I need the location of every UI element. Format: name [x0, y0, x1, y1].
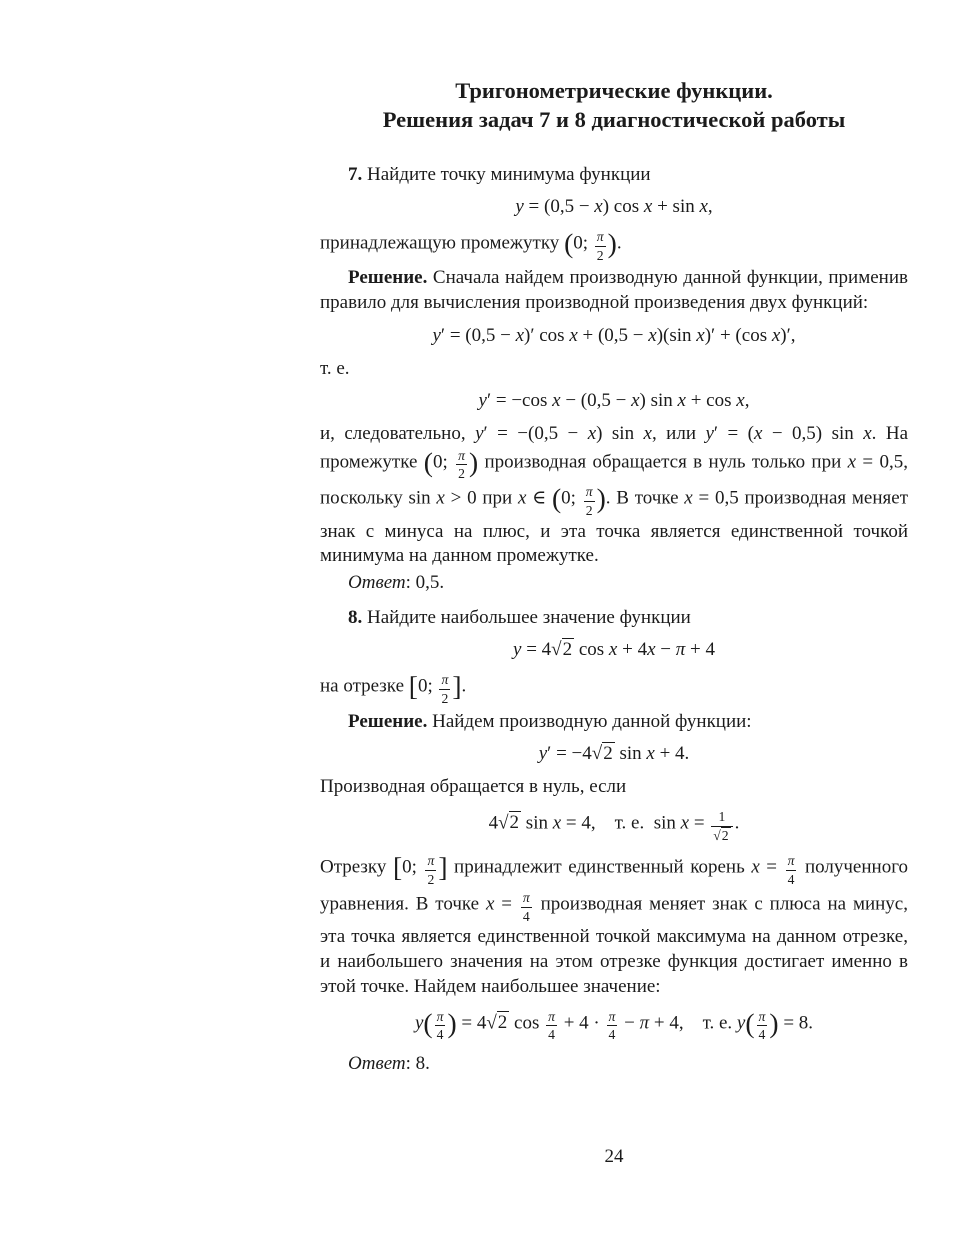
text-run: 4	[548, 1027, 555, 1043]
radical-sign: √	[486, 1011, 497, 1033]
problem7-intro	[320, 163, 908, 188]
text-run: 2	[427, 872, 435, 888]
math-var: x	[647, 639, 656, 661]
text-run: − (0,5 −	[560, 390, 632, 412]
text-run: sin	[521, 812, 553, 834]
big-delimiter: [	[408, 670, 418, 702]
numerator	[435, 1008, 446, 1026]
text-run: ) sin	[596, 422, 644, 444]
math-var: y	[705, 422, 714, 444]
radicand: 2	[603, 743, 613, 765]
text-run: .	[734, 812, 740, 834]
text-run: ′ = (	[713, 422, 754, 444]
text-run: Сначала найдем производную данной функции, применив правило для вычисления производной произведения двух функций:	[320, 267, 908, 314]
big-delimiter: (	[745, 1007, 755, 1039]
math-var: y	[538, 743, 548, 765]
text-run: )′,	[780, 324, 796, 346]
math-var: y	[475, 422, 484, 444]
big-delimiter: )	[596, 482, 606, 514]
denominator	[584, 501, 595, 520]
text-run: + 4	[617, 639, 648, 661]
denominator	[595, 246, 606, 265]
text-run: производная обращается в нуль только при	[478, 450, 848, 472]
text-run: 2	[596, 247, 604, 263]
big-delimiter: )	[769, 1007, 779, 1039]
denominator	[435, 1025, 446, 1044]
math-var: π	[639, 1011, 650, 1033]
numerator	[786, 852, 797, 870]
text-run: ∈	[526, 487, 552, 509]
math-var: x	[552, 390, 561, 412]
denominator	[711, 826, 732, 845]
big-delimiter: (	[423, 1007, 433, 1039]
math-var: Ответ	[348, 572, 406, 594]
problem8-answer	[320, 1052, 908, 1077]
math-var: x	[699, 196, 708, 218]
text-run: на отрезке	[320, 675, 409, 697]
math-var: x	[847, 450, 857, 472]
math-var: x	[587, 422, 597, 444]
math-var: x	[751, 856, 760, 878]
big-delimiter: )	[607, 227, 617, 259]
text-run: ′ = −4	[547, 743, 592, 765]
fraction	[425, 852, 436, 889]
formula-7-2	[320, 324, 908, 349]
text-run: Найдем производную данной функции:	[427, 710, 752, 732]
square-root	[551, 638, 574, 660]
problem8-solution-1	[320, 710, 908, 735]
problem7-solution-2	[320, 422, 908, 569]
formula-7-3	[320, 389, 908, 414]
math-var: x	[754, 422, 763, 444]
numerator	[546, 1008, 557, 1026]
text-run: =	[494, 893, 519, 915]
math-var: π	[436, 1008, 444, 1024]
text-run: , или	[651, 422, 706, 444]
big-delimiter: )	[447, 1007, 457, 1039]
text-run: ′ = −(0,5 −	[483, 422, 588, 444]
text-run: − 0,5) sin	[762, 422, 864, 444]
text-run: 4	[787, 872, 795, 888]
bold-run: 8.	[348, 606, 363, 628]
math-var: π	[585, 484, 593, 500]
problem8-solution-3	[320, 852, 908, 999]
math-var: π	[787, 853, 795, 869]
square-root	[486, 1011, 509, 1033]
math-var: x	[696, 324, 705, 346]
formula-8-3	[320, 808, 908, 845]
text-run: )′ + (cos	[704, 324, 772, 346]
page-number: 24	[604, 1146, 624, 1167]
fraction	[439, 671, 450, 708]
math-var: π	[608, 1008, 616, 1024]
math-var: x	[643, 422, 652, 444]
math-var: y	[515, 196, 524, 218]
math-var: x	[631, 390, 640, 412]
math-var: π	[758, 1008, 766, 1024]
text-run: −	[619, 1011, 640, 1033]
formula-7-1	[320, 195, 908, 220]
text-run: + 4 ·	[558, 1011, 605, 1033]
fraction	[456, 447, 467, 484]
square-root	[498, 811, 521, 833]
text-run: .	[461, 675, 467, 697]
fraction	[786, 852, 797, 889]
numerator	[584, 483, 595, 501]
math-var: Ответ	[348, 1053, 406, 1075]
text-run: 0;	[561, 487, 582, 509]
math-var: π	[427, 853, 435, 869]
text-run: sin	[614, 743, 647, 765]
math-var: x	[684, 487, 693, 509]
text-run: : 8.	[405, 1053, 430, 1075]
page-content	[320, 76, 908, 1079]
math-var: y	[513, 639, 522, 661]
text-run: 1	[718, 808, 726, 824]
text-run: производная меняет знак с плюса на минус, эта точка является единственной точкой максимума на данном отрезке, и наибольшего значения на этом отрезке функция достигает именно в этой точке. Найдем наибольшее значение:	[320, 893, 908, 997]
text-run: = 0,5 производная меняет знак с минуса на плюс, и эта точка является единственной точкой минимума на данном промежутке.	[320, 487, 908, 567]
numerator	[711, 808, 732, 826]
text-run: ,	[744, 390, 750, 412]
title-line-1: Тригонометрические функции.	[455, 78, 773, 103]
text-run: + cos	[685, 390, 737, 412]
denominator	[786, 870, 797, 889]
text-run: 2	[585, 502, 593, 518]
text-run: 4	[488, 812, 499, 834]
big-delimiter: (	[551, 482, 562, 514]
text-run: + (0,5 −	[577, 324, 649, 346]
numerator	[521, 889, 532, 907]
numerator	[439, 671, 450, 689]
text-run: т. е.	[320, 357, 350, 379]
numerator	[425, 852, 436, 870]
problem7-interval	[320, 228, 908, 265]
denominator	[425, 870, 436, 889]
numerator	[595, 228, 606, 246]
fraction	[595, 228, 606, 265]
radical-sign: √	[713, 827, 721, 843]
problem7-ie	[320, 357, 908, 382]
math-var: x	[643, 196, 653, 218]
big-delimiter: ]	[438, 851, 448, 883]
text-run: 0;	[417, 675, 438, 697]
denominator	[757, 1025, 768, 1044]
big-delimiter: (	[564, 227, 574, 259]
fraction	[711, 808, 732, 845]
numerator	[607, 1008, 618, 1026]
text-run: Найдите точку минимума функции	[362, 163, 651, 185]
math-var: x	[517, 487, 527, 509]
text-run: = 8.	[778, 1011, 814, 1033]
math-var: x	[677, 390, 686, 412]
text-run: )(sin	[656, 324, 697, 346]
math-var: y	[432, 324, 441, 346]
title-line-2: Решения задач 7 и 8 диагностической работы	[382, 107, 846, 133]
math-var: π	[458, 447, 465, 463]
fraction	[521, 889, 532, 926]
text-run: и, следовательно,	[320, 422, 476, 444]
fraction	[546, 1008, 557, 1045]
math-var: π	[548, 1008, 555, 1024]
text-run: =	[689, 812, 710, 834]
text-run: + 4	[685, 639, 715, 661]
fraction	[757, 1008, 768, 1045]
problem7-solution-1	[320, 266, 908, 315]
radical-sign: √	[498, 812, 509, 834]
math-var: x	[771, 324, 781, 346]
fraction	[435, 1008, 446, 1045]
problem8-interval	[320, 671, 908, 708]
text-run: ) sin	[639, 390, 678, 412]
text-run: + sin	[652, 196, 700, 218]
text-run: 4	[758, 1027, 766, 1043]
problem8-solution-2	[320, 775, 908, 800]
denominator	[439, 689, 450, 708]
text-run: принадлежит единственный корень	[447, 856, 752, 878]
math-var: π	[675, 639, 686, 661]
text-run: −	[655, 639, 676, 661]
denominator	[456, 464, 467, 483]
text-run: ′ = −cos	[486, 390, 553, 412]
text-run: = 4, т. е. sin	[561, 812, 681, 834]
math-var: y	[414, 1011, 424, 1033]
radicand: 2	[497, 1011, 508, 1033]
denominator	[546, 1025, 557, 1044]
text-run: > 0 при	[444, 487, 518, 509]
text-run: .	[616, 232, 622, 254]
text-run: 4	[522, 908, 530, 924]
text-run: 0;	[573, 232, 593, 254]
text-run: = 4	[521, 639, 552, 661]
big-delimiter: )	[468, 446, 479, 478]
text-run: 2	[458, 466, 465, 482]
radicand: 2	[721, 827, 729, 843]
radical-sign: √	[551, 639, 562, 661]
radical-sign: √	[591, 743, 603, 765]
formula-8-1	[320, 638, 908, 663]
text-run: ,	[707, 196, 713, 218]
page-title	[320, 76, 908, 135]
text-run: = 0,5, поскольку sin	[320, 450, 909, 509]
text-run: + 4, т. е.	[649, 1011, 737, 1033]
big-delimiter: ]	[452, 670, 462, 702]
text-run: полученного уравнения. В точке	[320, 856, 909, 915]
numerator	[757, 1008, 768, 1026]
text-run: Отрезку	[320, 856, 393, 878]
denominator	[521, 907, 532, 926]
math-var: π	[522, 889, 530, 905]
math-var: x	[485, 893, 495, 915]
math-var: y	[736, 1011, 746, 1033]
math-var: π	[596, 228, 604, 244]
text-run: =	[759, 856, 784, 878]
text-run: = (0,5 −	[523, 196, 595, 218]
math-var: x	[569, 324, 578, 346]
text-run: 0;	[402, 856, 424, 878]
text-run: Производная обращается в нуль, если	[320, 776, 627, 798]
fraction	[584, 483, 595, 520]
math-var: x	[552, 812, 562, 834]
radicand: 2	[562, 639, 573, 661]
text-run: 2	[441, 690, 449, 706]
square-root	[713, 827, 730, 843]
problem8-intro	[320, 606, 908, 631]
square-root	[592, 742, 615, 764]
math-var: x	[680, 812, 690, 834]
math-var: y	[478, 390, 487, 412]
text-run: . На промежутке	[320, 422, 909, 472]
text-run: ) cos	[602, 196, 644, 218]
text-run: 4	[436, 1027, 444, 1043]
math-var: π	[441, 672, 449, 688]
math-var: x	[515, 324, 525, 346]
text-run: )′ cos	[524, 324, 570, 346]
denominator	[607, 1025, 618, 1044]
text-run: . В точке	[605, 487, 685, 509]
text-run: 4	[608, 1027, 616, 1043]
text-run: : 0,5.	[405, 572, 445, 594]
text-run: + 4.	[654, 743, 690, 765]
text-run: = 4	[456, 1011, 487, 1033]
bold-run: 7.	[348, 163, 363, 185]
text-run: принадлежащую промежутку	[320, 232, 565, 254]
text-run: cos	[574, 639, 609, 661]
math-var: x	[608, 639, 618, 661]
bold-run: Решение.	[348, 267, 428, 289]
math-var: x	[736, 390, 745, 412]
math-var: x	[436, 487, 445, 509]
big-delimiter: (	[423, 446, 433, 478]
bold-run: Решение.	[348, 710, 428, 732]
formula-8-4	[320, 1008, 908, 1045]
big-delimiter: [	[392, 851, 403, 883]
math-var: x	[594, 196, 603, 218]
formula-8-2	[320, 742, 908, 767]
math-var: x	[646, 743, 655, 765]
problem7-answer	[320, 571, 908, 596]
text-run: Найдите наибольшее значение функции	[362, 606, 691, 628]
fraction	[607, 1008, 618, 1045]
text-run: ′ = (0,5 −	[440, 324, 516, 346]
radicand: 2	[509, 812, 520, 834]
text-run: 0;	[432, 450, 455, 472]
text-run: cos	[509, 1011, 545, 1033]
math-var: x	[648, 324, 657, 346]
math-var: x	[863, 422, 872, 444]
numerator	[456, 447, 467, 465]
